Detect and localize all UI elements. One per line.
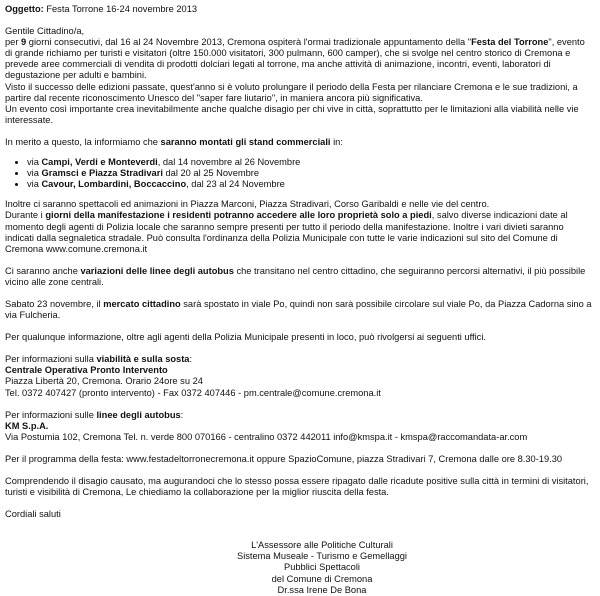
greeting: Gentile Cittadino/a, [5, 26, 85, 37]
streets-list [5, 157, 593, 190]
program-paragraph: Per il programma della festa: www.festadeltorronecremona.it oppure SpazioComune, piazza Stradivari 7, Cremona dalle ore 8.30-19.30 [5, 453, 563, 464]
contact-viabilita-intro: Per informazioni sulla viabilità e sulla sosta: [5, 354, 193, 365]
list-item: • via Cavour, Lombardini, Boccaccino, dal 23 al 24 Novembre [27, 179, 593, 190]
list-item: • via Campi, Verdi e Monteverdi, dal 14 novembre al 26 Novembre [27, 157, 593, 168]
subject-text: Festa Torrone 16-24 novembre 2013 [43, 4, 198, 14]
signature-block [5, 540, 593, 595]
shows-paragraph: Inoltre ci saranno spettacoli ed animazioni in Piazza Marconi, Piazza Stradivari, Corso Garibaldi e nelle vie del centro. [5, 199, 490, 210]
contact-bus-address: Via Postumia 102, Cremona Tel. n. verde 800 070166 - centralino 0372 442011 info@kmspa.it - kmspa@raccomandata-ar.com [5, 431, 528, 442]
market-paragraph: Sabato 23 novembre, il mercato cittadino sarà spostato in viale Po, quindi non sarà possibile circolare sul viale Po, da Piazza Cadorna sino a via Fulcheria. [5, 298, 592, 321]
contact-bus-intro: Per informazioni sulle linee degli autobus: [5, 409, 184, 420]
contact-bus-name: KM S.p.A. [5, 420, 49, 431]
signature-line: Pubblici Spettacoli [284, 562, 360, 573]
residents-paragraph: Durante i giorni della manifestazione i residenti potranno accedere alle loro proprietà solo a piedi, salvo diverse indicazioni date al momento degli agenti di Polizia locale che saranno sempre presenti per tutto il periodo della manifestazione. Inoltre i vari divieti saranno indicati dalla segnaletica stradale. Può consulta l'ordinanza della Polizia Municipale con tutte le varie indicazioni sul sito del Comune di Cremona www.comune.cremona.it [5, 210, 568, 254]
intro-disagio: Un evento così importante crea inevitabilmente anche qualche disagio per chi vive in città, soprattutto per le limitazioni alla viabilità nelle vie interessate. [5, 103, 579, 125]
signature-line: L'Assessore alle Politiche Culturali [251, 540, 393, 551]
signature-line: del Comune di Cremona [271, 573, 373, 584]
signature-line: Sistema Museale - Turismo e Gemellaggi [237, 551, 407, 562]
contact-viabilita-address: Piazza Libertà 20, Cremona. Orario 24ore su 24 [5, 376, 203, 387]
info-paragraph: Per qualunque informazione, oltre agli agenti della Polizia Municipale presenti in loco, può rivolgersi ai seguenti uffici. [5, 332, 486, 343]
stands-paragraph: In merito a questo, la informiamo che saranno montati gli stand commerciali in: [5, 136, 343, 147]
contact-viabilita-tel: Tel. 0372 407427 (pronto intervento) - Fax 0372 407446 - pm.centrale@comune.cremona.it [5, 387, 381, 398]
intro-success: Visto il successo delle edizioni passate, quest'anno si è voluto prolungare il periodo della Festa per rilanciare Cremona e le sue tradizioni, a partire dal recente riconoscimento Unesco del "saper fare liutario", in maniera ancora più significativa. [5, 81, 578, 103]
bus-paragraph: Ci saranno anche variazioni delle linee degli autobus che transitano nel centro cittadino, che seguiranno percorsi alternativi, il più possibile vicino alle zone centrali. [5, 265, 586, 287]
contact-viabilita-name: Centrale Operativa Pronto Intervento [5, 365, 168, 376]
list-item: • via Gramsci e Piazza Stradivari dal 20 al 25 Novembre [27, 168, 593, 179]
subject-label: Oggetto: [5, 4, 44, 14]
closing-paragraph: Comprendendo il disagio causato, ma augurandoci che lo stesso possa essere ripagato dalle ricadute positive sulla città in termini di visitatori, turisti e visibilità di Cremona, Le chiediamo la collaborazione per la miglior riuscita della festa. [5, 476, 589, 498]
intro-paragraph: per 9 giorni consecutivi, dal 16 al 24 Novembre 2013, Cremona ospiterà l'ormai tradizionale appuntamento della "Festa del Torrone", evento di grande richiamo per turisti e visitatori (oltre 150.000 visitatori, 300 pulmann, 600 camper), che si svolge nel centro storico di Cremona e prevede aree commerciali di vendita di prodotti dolciari legati al torrone, ma anche attività di animazione, incontri, eventi, laboratori di degustazione per adulti e bambini. [5, 37, 585, 81]
regards: Cordiali saluti [5, 509, 61, 520]
signature-line: Dr.ssa Irene De Bona [277, 584, 367, 595]
subject-line [5, 4, 593, 15]
